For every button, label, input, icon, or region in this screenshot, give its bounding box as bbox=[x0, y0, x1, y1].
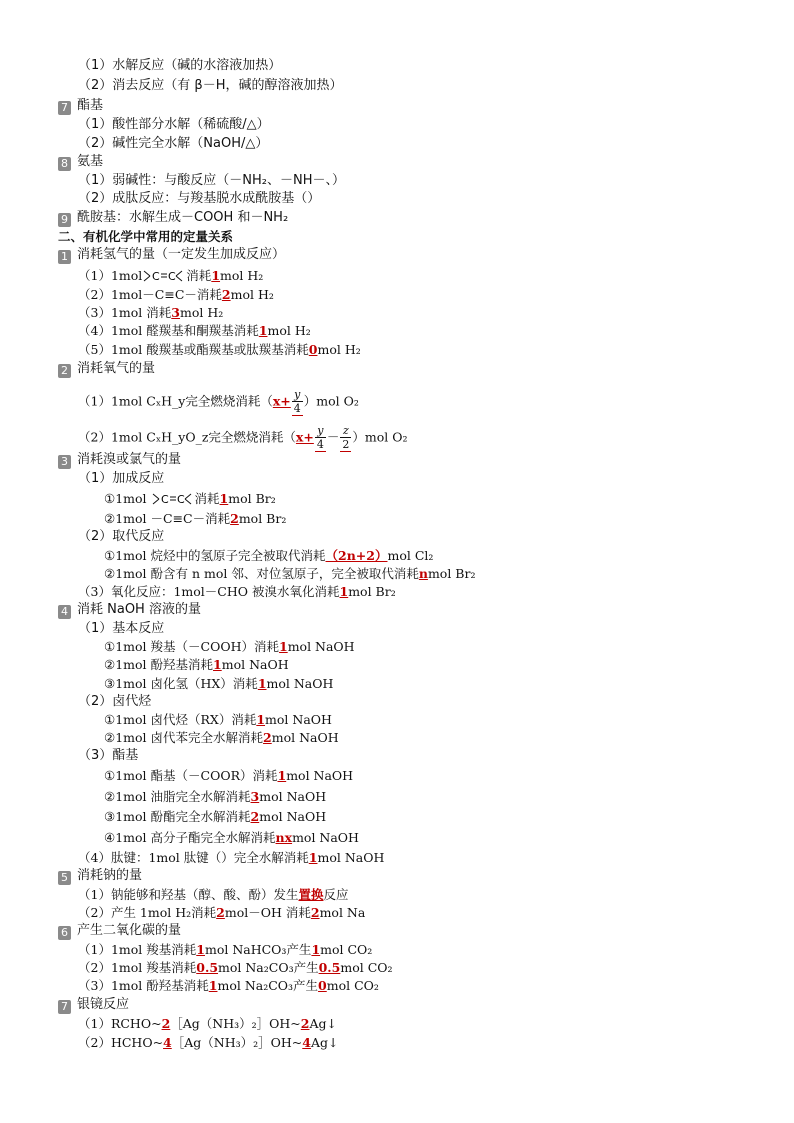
h2-line-5: （5）1mol 酸羰基或酯羰基或肽羰基消耗0mol H₂ bbox=[78, 342, 361, 357]
naoh-heading bbox=[58, 601, 201, 619]
ester-title: 酯基 bbox=[77, 98, 104, 113]
amino-peptide: （2）成肽反应：与羧基脱水成酰胺基（） bbox=[78, 191, 321, 206]
h2-title: 消耗氢气的量（一定发生加成反应） bbox=[77, 247, 286, 262]
halide-elimination: （2）消去反应（有 β－H，碱的醇溶液加热） bbox=[78, 78, 343, 93]
na-line-2: （2）产生 1mol H₂消耗2mol－OH 消耗2mol Na bbox=[78, 905, 366, 920]
na-line-1: （1）钠能够和羟基（醇、酸、酚）发生置换反应 bbox=[78, 887, 349, 902]
halide-hydrolysis: （1）水解反应（碱的水溶液加热） bbox=[78, 58, 282, 73]
number-badge: 3 bbox=[58, 455, 71, 469]
svg-text:C: C bbox=[168, 270, 176, 283]
na-title: 消耗钠的量 bbox=[77, 868, 143, 883]
h2-line-1: （1）1mol C C 消耗1mol H₂ bbox=[78, 268, 264, 283]
svg-text:C: C bbox=[176, 493, 185, 506]
number-badge: 8 bbox=[58, 157, 71, 171]
naoh-ester-2: ②1mol 油脂完全水解消耗3mol NaOH bbox=[104, 789, 327, 804]
br-addition-2: ②1mol －C≡C－消耗2mol Br₂ bbox=[104, 511, 287, 526]
h2-line-4: （4）1mol 醛羰基和酮羰基消耗1mol H₂ bbox=[78, 323, 311, 338]
naoh-halide-heading: （2）卤代烃 bbox=[78, 694, 152, 709]
number-badge: 5 bbox=[58, 871, 71, 885]
naoh-ester-heading: （3）酯基 bbox=[78, 748, 139, 763]
co2-title: 产生二氧化碳的量 bbox=[77, 923, 182, 938]
naoh-basic-3: ③1mol 卤化氢（HX）消耗1mol NaOH bbox=[104, 676, 334, 691]
naoh-basic-2: ②1mol 酚羟基消耗1mol NaOH bbox=[104, 657, 289, 672]
alkene-double-bond-icon bbox=[151, 491, 195, 507]
number-badge: 2 bbox=[58, 364, 71, 378]
naoh-basic-heading: （1）基本反应 bbox=[78, 621, 165, 636]
number-badge: 6 bbox=[58, 926, 71, 940]
alkene-double-bond-icon bbox=[142, 268, 186, 284]
ester-acid-hydrolysis: （1）酸性部分水解（稀硫酸/△） bbox=[78, 117, 270, 132]
amino-title: 氨基 bbox=[77, 154, 104, 169]
naoh-peptide: （4）肽键：1mol 肽键（）完全水解消耗1mol NaOH bbox=[78, 850, 385, 865]
co2-line-3: （3）1mol 酚羟基消耗1mol Na₂CO₃产生0mol CO₂ bbox=[78, 978, 379, 993]
fraction-z-over-2: $\frac{z}{2}$ bbox=[342, 424, 350, 451]
svg-text:C: C bbox=[160, 493, 169, 506]
number-badge: 7 bbox=[58, 1000, 71, 1014]
br-title: 消耗溴或氯气的量 bbox=[77, 452, 182, 467]
br-substitution-heading: （2）取代反应 bbox=[78, 529, 165, 544]
number-badge: 1 bbox=[58, 250, 71, 264]
amino-heading bbox=[58, 153, 103, 171]
h2-line-2: （2）1mol－C≡C－消耗2mol H₂ bbox=[78, 287, 274, 302]
o2-heading bbox=[58, 360, 155, 378]
fraction-y-over-4: $\frac{y}{4}$ bbox=[293, 388, 301, 415]
naoh-basic-1: ①1mol 羧基（－COOH）消耗1mol NaOH bbox=[104, 639, 355, 654]
o2-line-2: （2）1mol CₓH_yO_z完全燃烧消耗（x+ $\frac{y}{4}$ － $\frac{z}{2}$ ）mol O₂ bbox=[78, 424, 408, 451]
amide-heading bbox=[58, 209, 288, 227]
o2-line-1: （1）1mol CₓH_y完全燃烧消耗（x+ $\frac{y}{4}$ ）mol O₂ bbox=[78, 388, 359, 415]
silver-line-2: （2）HCHO~4［Ag（NH₃）₂］OH~4Ag↓ bbox=[78, 1035, 339, 1050]
ester-base-hydrolysis: （2）碱性完全水解（NaOH/△） bbox=[78, 136, 269, 151]
naoh-ester-3: ③1mol 酚酯完全水解消耗2mol NaOH bbox=[104, 809, 327, 824]
section-title: 二、有机化学中常用的定量关系 bbox=[58, 229, 234, 244]
co2-line-1: （1）1mol 羧基消耗1mol NaHCO₃产生1mol CO₂ bbox=[78, 942, 373, 957]
amino-basicity: （1）弱碱性：与酸反应（－NH₂、－NH－、） bbox=[78, 173, 345, 188]
naoh-title: 消耗 NaOH 溶液的量 bbox=[77, 602, 201, 617]
br-addition-heading: （1）加成反应 bbox=[78, 471, 165, 486]
naoh-halide-1: ①1mol 卤代烃（RX）消耗1mol NaOH bbox=[104, 712, 332, 727]
number-badge: 7 bbox=[58, 101, 71, 115]
co2-heading bbox=[58, 922, 181, 940]
br-substitution-1: ①1mol 烷烃中的氢原子完全被取代消耗（2n+2）mol Cl₂ bbox=[104, 548, 434, 563]
na-heading bbox=[58, 867, 142, 885]
amide-text: 酰胺基：水解生成－COOH 和－NH₂ bbox=[77, 210, 289, 225]
co2-line-2: （2）1mol 羧基消耗0.5mol Na₂CO₃产生0.5mol CO₂ bbox=[78, 960, 393, 975]
br-addition-1: ①1mol C C 消耗1mol Br₂ bbox=[104, 491, 276, 506]
h2-line-3: （3）1mol 消耗3mol H₂ bbox=[78, 305, 224, 320]
br-substitution-2: ②1mol 酚含有 n mol 邻、对位氢原子，完全被取代消耗nmol Br₂ bbox=[104, 566, 476, 581]
o2-title: 消耗氧气的量 bbox=[77, 361, 156, 376]
fraction-y-over-4: $\frac{y}{4}$ bbox=[316, 424, 324, 451]
silver-heading bbox=[58, 996, 129, 1014]
br-oxidation: （3）氧化反应：1mol－CHO 被溴水氧化消耗1mol Br₂ bbox=[78, 584, 396, 599]
naoh-ester-1: ①1mol 酯基（－COOR）消耗1mol NaOH bbox=[104, 768, 354, 783]
ester-heading bbox=[58, 97, 103, 115]
h2-heading bbox=[58, 246, 285, 264]
svg-text:C: C bbox=[152, 270, 160, 283]
silver-title: 银镜反应 bbox=[77, 997, 130, 1012]
naoh-ester-4: ④1mol 高分子酯完全水解消耗nxmol NaOH bbox=[104, 830, 359, 845]
naoh-halide-2: ②1mol 卤代苯完全水解消耗2mol NaOH bbox=[104, 730, 339, 745]
number-badge: 4 bbox=[58, 605, 71, 619]
br-heading bbox=[58, 451, 181, 469]
silver-line-1: （1）RCHO~2［Ag（NH₃）₂］OH~2Ag↓ bbox=[78, 1016, 337, 1031]
number-badge: 9 bbox=[58, 213, 71, 227]
